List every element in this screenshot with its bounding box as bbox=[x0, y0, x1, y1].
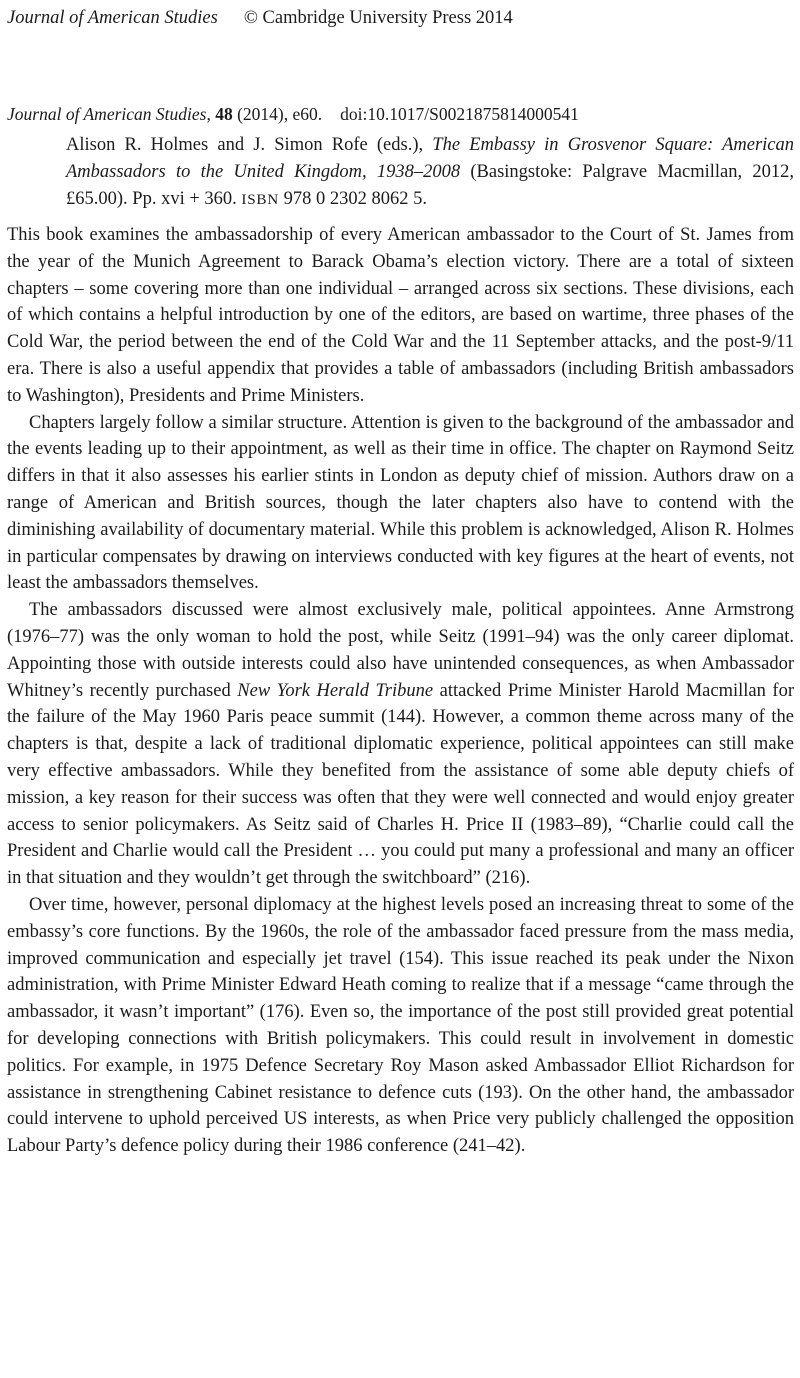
book-title: The Embassy in Grosvenor Square: American Ambassadors to the United Kingdom, 1938–2008 bbox=[66, 135, 794, 182]
citation-issue-info: (2014), e60. bbox=[232, 104, 323, 124]
italic-book-title: New York Herald Tribune bbox=[237, 680, 434, 701]
paragraph-text: This book examines the ambassadorship of every American ambassador to the Court of St. James from the year of the Munich Agreement to Barack Obama’s election victory. There are a total of sixteen chapters – some covering more than one individual – arranged across six sections. These divisions, each of which contains a helpful introduction by one of the editors, are based on wartime, three phases of the Cold War, the period between the end of the Cold War and the 11 September attacks, and the post-9/11 era. There is also a useful appendix that provides a table of ambassadors (including British ambassadors to Washington), Presidents and Prime Ministers. bbox=[7, 225, 794, 406]
book-reference bbox=[7, 132, 794, 213]
citation-journal-title: Journal of American Studies bbox=[7, 104, 207, 124]
review-body bbox=[7, 222, 794, 1160]
paragraph-text: The ambassadors discussed were almost exclusively male, political appointees. Anne Armstrong (1976–77) was the only woman to hold the post, while Seitz (1991–94) was the only career diplomat. Appointing those with outside interests could also have unintended consequences, as when Ambassador Whitney’s recently purchased bbox=[7, 600, 794, 701]
body-paragraph bbox=[7, 222, 794, 410]
running-header bbox=[7, 6, 794, 30]
reference-publication-info: (Basingstoke: Palgrave Macmillan, 2012, £65.00). Pp. xvi + 360. bbox=[66, 162, 795, 209]
body-paragraph bbox=[7, 597, 794, 892]
paragraph-text: Over time, however, personal diplomacy at the highest levels posed an increasing threat to some of the embassy’s core functions. By the 1960s, the role of the ambassador faced pressure from the mass media, improved communication and especially jet travel (154). This issue reached its peak under the Nixon administration, with Prime Minister Edward Heath coming to realize that if a message “came through the ambassador, it wasn’t important” (176). Even so, the importance of the post still provided great potential for developing connections with British policymakers. This could result in involvement in domestic politics. For example, in 1975 Defence Secretary Roy Mason asked Ambassador Elliot Richardson for assistance in strengthening Cabinet resistance to defence cuts (193). On the other hand, the ambassador could intervene to uphold perceived US interests, as when Price very publicly challenged the opposition Labour Party’s defence policy during their 1986 conference (241–42). bbox=[7, 894, 794, 1157]
reference-authors: Alison R. Holmes and J. Simon Rofe (eds.), bbox=[66, 135, 433, 155]
citation-volume: 48 bbox=[215, 104, 233, 124]
running-header-journal-title: Journal of American Studies bbox=[7, 8, 218, 28]
copyright-notice: © Cambridge University Press 2014 bbox=[243, 8, 513, 28]
body-paragraph bbox=[7, 410, 794, 598]
body-paragraph bbox=[7, 892, 794, 1160]
isbn-label: ISBN bbox=[241, 191, 279, 208]
citation-line bbox=[7, 102, 794, 126]
doi-text: doi:10.1017/S0021875814000541 bbox=[340, 104, 579, 124]
citation-separator: , bbox=[206, 104, 216, 124]
paragraph-text: Chapters largely follow a similar structure. Attention is given to the background of the ambassador and the events leading up to their appointment, as well as their time in office. The chapter on Raymond Seitz differs in that it also assesses his earlier stints in London as deputy chief of mission. Authors draw on a range of American and British sources, though the later chapters also have to contend with the diminishing availability of documentary material. While this problem is acknowledged, Alison R. Holmes in particular compensates by drawing on interviews conducted with key figures at the heart of events, not least the ambassadors themselves. bbox=[7, 412, 794, 594]
isbn-number: 978 0 2302 8062 5. bbox=[278, 189, 427, 209]
paragraph-text: attacked Prime Minister Harold Macmillan for the failure of the May 1960 Paris peace summit (144). However, a common theme across many of the chapters is that, despite a lack of traditional diplomatic experience, political appointees can still make very effective ambassadors. While they benefited from the assistance of some able deputy chiefs of mission, a key reason for their success was often that they were well connected and would enjoy greater access to senior policymakers. As Seitz said of Charles H. Price II (1983–89), “Charlie could call the President and Charlie would call the President … you could put many a professional and many an officer in that situation and they wouldn’t get through the switchboard” (216). bbox=[7, 680, 795, 889]
